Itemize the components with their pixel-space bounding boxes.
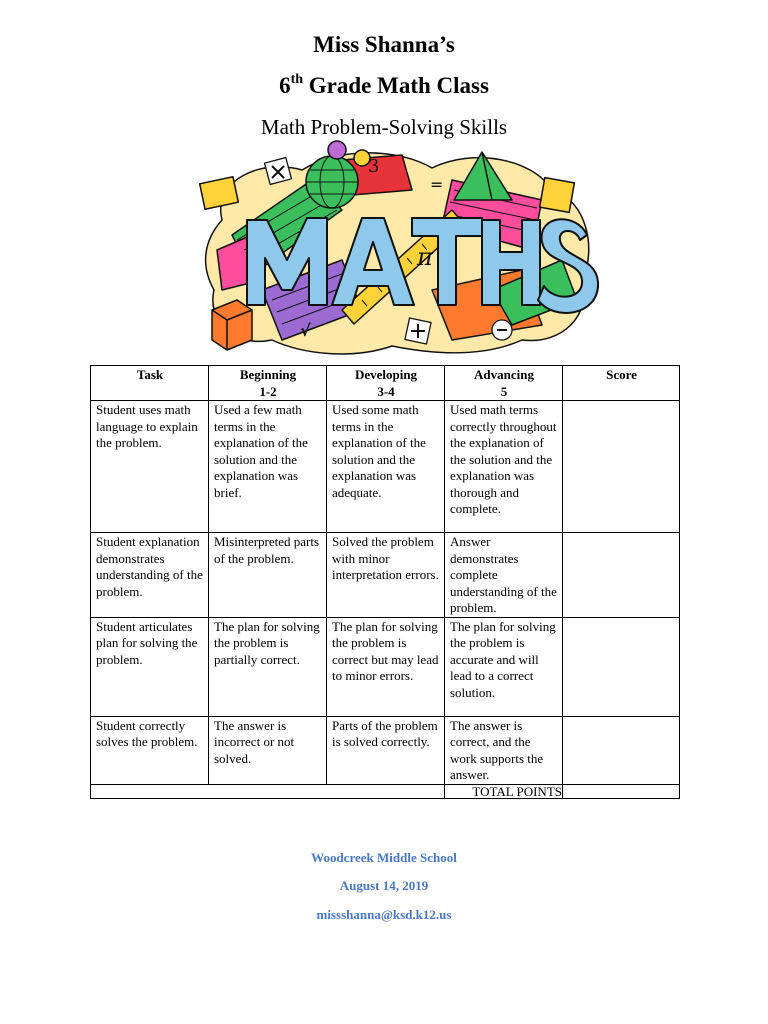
beginning-cell: Used a few math terms in the explanation of the solution and the explanation was brief.: [209, 401, 327, 533]
svg-text:π: π: [417, 243, 433, 271]
class-title: [0, 72, 768, 104]
grade-number: 6: [279, 73, 291, 98]
score-cell[interactable]: [563, 533, 680, 618]
class-title-text: Grade Math Class: [303, 73, 489, 98]
header-score: Score: [563, 366, 680, 401]
teacher-title: Miss Shanna’s: [313, 32, 455, 57]
rubric-row-understanding: [91, 533, 680, 618]
maths-doodle-illustration: [192, 140, 600, 362]
score-cell[interactable]: [563, 617, 680, 716]
task-cell: Student articulates plan for solving the problem.: [91, 617, 209, 716]
developing-cell: Used some math terms in the explanation of the solution and the explanation was adequate.: [327, 401, 445, 533]
total-points-value[interactable]: [563, 784, 680, 798]
total-points-label: TOTAL POINTS: [445, 784, 563, 798]
total-points-row: [91, 784, 680, 798]
developing-cell: Solved the problem with minor interpretation errors.: [327, 533, 445, 618]
advancing-cell: The plan for solving the problem is accurate and will lead to a correct solution.: [445, 617, 563, 716]
rubric-table: [90, 365, 680, 799]
header-developing: Developing 3-4: [327, 366, 445, 401]
task-cell: Student correctly solves the problem.: [91, 716, 209, 784]
advancing-cell: Used math terms correctly throughout the explanation of the solution and the explanation was thorough and complete.: [445, 401, 563, 533]
advancing-cell: The answer is correct, and the work supports the answer.: [445, 716, 563, 784]
score-cell[interactable]: [563, 716, 680, 784]
task-cell: Student uses math language to explain the problem.: [91, 401, 209, 533]
page-subtitle: Math Problem-Solving Skills: [260, 115, 508, 139]
header-task: Task: [91, 366, 209, 401]
total-spacer: [91, 784, 445, 798]
advancing-cell: Answer demonstrates complete understanding of the problem.: [445, 533, 563, 618]
svg-text:√: √: [300, 321, 311, 340]
task-cell: Student explanation demonstrates understanding of the problem.: [91, 533, 209, 618]
rubric-row-solves: [91, 716, 680, 784]
beginning-cell: The answer is incorrect or not solved.: [209, 716, 327, 784]
svg-text:=: =: [430, 175, 444, 194]
beginning-cell: Misinterpreted parts of the problem.: [209, 533, 327, 618]
developing-cell: Parts of the problem is solved correctly.: [327, 716, 445, 784]
rubric-row-plan: [91, 617, 680, 716]
rubric-header-row: [91, 366, 680, 401]
header-beginning: Beginning 1-2: [209, 366, 327, 401]
document-date: August 14, 2019: [339, 878, 429, 893]
grade-ordinal: th: [290, 72, 304, 87]
rubric-row-math-language: [91, 401, 680, 533]
school-name: Woodcreek Middle School: [311, 850, 457, 865]
developing-cell: The plan for solving the problem is correct but may lead to minor errors.: [327, 617, 445, 716]
contact-email[interactable]: missshanna@ksd.k12.us: [316, 907, 452, 922]
beginning-cell: The plan for solving the problem is partially correct.: [209, 617, 327, 716]
score-cell[interactable]: [563, 401, 680, 533]
header-advancing: Advancing 5: [445, 366, 563, 401]
svg-text:3: 3: [368, 156, 380, 177]
